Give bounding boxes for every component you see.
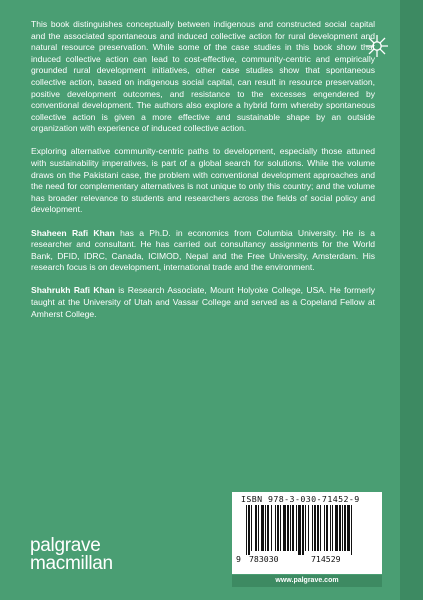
description-paragraph-2: Exploring alternative community-centric paths to development, especially those attuned with sustainability imperatives, is part of a global search for solutions. While the volume draws on the Pakistani case, the problem with conventional development approaches and the need for complementary alternatives is not unique to only this country; and the volume has broader relevance to students and researchers across the fields of social policy and development. [31,146,375,215]
barcode-digits-group1: 783030 [249,554,279,564]
publisher-name-line1: palgrave [30,535,101,556]
barcode-panel [232,492,382,574]
barcode-bars [244,505,372,555]
spine-stripe [400,0,423,600]
barcode-digit-first: 9 [236,554,241,564]
author2-name: Shahrukh Rafi Khan [31,285,115,296]
author-bio-1 [31,228,375,274]
author-bio-2 [31,285,375,320]
isbn-label: ISBN 978-3-030-71452-9 [241,494,360,504]
author1-name: Shaheen Rafi Khan [31,227,115,238]
website-url: www.palgrave.com [232,575,382,587]
publisher-name-line2: macmillan [30,553,113,574]
barcode-digits-group2: 714529 [311,554,341,564]
publisher-logo [30,537,113,573]
back-cover-text [31,19,375,332]
description-paragraph-1: This book distinguishes conceptually between indigenous and constructed social capital and the associated spontaneous and induced collective action for rural development and natural resource preservation. While some of the case studies in this book show that induced collective action can lead to cost-effective, community-centric and empirically grounded rural development initiatives, other case studies show that spontaneous collective action, based on indigenous social capital, can result in resource preservation, positive development outcomes, and resistance to the excesses engendered by conventional development. The authors also explore a hybrid form whereby spontaneous collective action is given a more effective and sustainable shape by an outside organization with experience of induced collective action. [31,19,375,134]
author2-bio-text: is Research Associate, Mount Holyoke College, USA. He formerly taught at the University of Utah and Vassar College and served as a Copeland Fellow at Amherst College. [31,285,376,319]
author1-bio-text: has a Ph.D. in economics from Columbia University. He is a researcher and consultant. He has carried out consultancy assignments for the World Bank, DFID, IDRC, Canada, ICIMOD, Nepal and the Free University, Amsterdam. His research focus is on development, international trade and the environment. [31,227,376,273]
